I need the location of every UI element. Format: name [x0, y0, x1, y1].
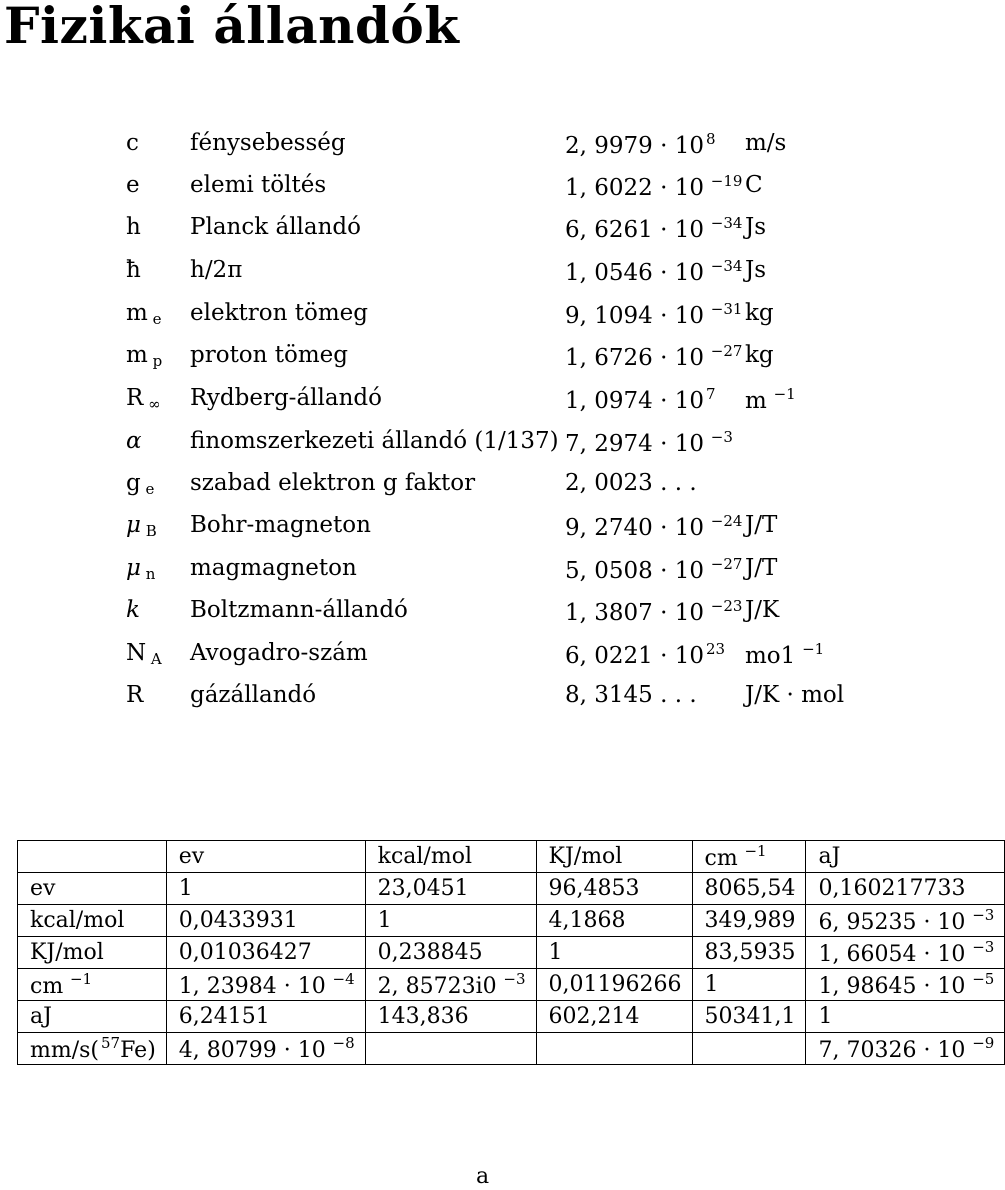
table-row-label: KJ/mol — [18, 937, 167, 969]
constant-value: 6, 0221 · 10 $^{23}$ — [565, 640, 726, 669]
table-row-label: aJ — [18, 1001, 167, 1033]
conversion-table — [17, 840, 1005, 1065]
constant-value: 2, 9979 · 10 $^8$ — [565, 130, 716, 159]
table-row-label: kcal/mol — [18, 905, 167, 937]
table-header-cell: ev — [166, 841, 365, 873]
constant-symbol: R $_\infty$ — [126, 385, 161, 413]
table-cell: 7, 70326 · 10 $^{-9}$ — [806, 1033, 1005, 1065]
table-cell: 0,0433931 — [166, 905, 365, 937]
constant-name: h/2π — [190, 257, 243, 283]
table-cell: 0,01196266 — [536, 969, 692, 1001]
constant-row — [0, 300, 960, 340]
table-cell: 0,01036427 — [166, 937, 365, 969]
constant-value: 9, 1094 · 10 $^{-31}$ — [565, 300, 743, 329]
constant-row — [0, 342, 960, 382]
table-row-label: mm/s( $^{57}$Fe) — [18, 1033, 167, 1065]
table-cell: 1 — [536, 937, 692, 969]
table-row — [18, 873, 1005, 905]
constant-name: fénysebesség — [190, 130, 346, 156]
table-header-row — [18, 841, 1005, 873]
table-cell: 96,4853 — [536, 873, 692, 905]
constant-name: szabad elektron g faktor — [190, 470, 476, 496]
constant-value: 1, 0974 · 10 $^7$ — [565, 385, 716, 414]
constant-unit: m $^{-1}$ — [745, 385, 796, 414]
constant-name: proton tömeg — [190, 342, 349, 368]
constant-name: magmagneton — [190, 555, 357, 581]
constant-name: Rydberg-állandó — [190, 385, 382, 411]
constant-value: 1, 3807 · 10 $^{-23}$ — [565, 597, 743, 626]
table-cell: 6, 95235 · 10 $^{-3}$ — [806, 905, 1005, 937]
constant-unit: m/s — [745, 130, 787, 156]
constant-row — [0, 257, 960, 297]
constant-symbol: c — [126, 130, 139, 156]
constant-value: 5, 0508 · 10 $^{-27}$ — [565, 555, 743, 584]
constant-unit: Js — [745, 257, 767, 283]
constant-row — [0, 682, 960, 722]
table-row — [18, 1001, 1005, 1033]
table-cell: 23,0451 — [365, 873, 536, 905]
table-cell — [692, 1033, 806, 1065]
table-cell: 6,24151 — [166, 1001, 365, 1033]
constant-value: 7, 2974 · 10 $^{-3}$ — [565, 428, 733, 457]
constant-symbol: α — [126, 428, 142, 454]
table-row — [18, 905, 1005, 937]
table-row — [18, 969, 1005, 1001]
constant-unit: J/K · mol — [745, 682, 845, 708]
table-cell: 4,1868 — [536, 905, 692, 937]
constant-row — [0, 428, 960, 468]
constant-unit: kg — [745, 300, 774, 326]
constant-row — [0, 214, 960, 254]
constant-value: 2, 0023 . . . — [565, 470, 697, 496]
constant-row — [0, 172, 960, 212]
constant-unit: kg — [745, 342, 774, 368]
table-header-cell — [18, 841, 167, 873]
constant-symbol: R — [126, 682, 144, 708]
table-row — [18, 937, 1005, 969]
table-row-label: cm $^{-1}$ — [18, 969, 167, 1001]
constant-unit: mo1 $^{-1}$ — [745, 640, 825, 669]
table-header-cell: aJ — [806, 841, 1005, 873]
table-cell: 349,989 — [692, 905, 806, 937]
table-cell: 1 — [806, 1001, 1005, 1033]
constant-name: Avogadro-szám — [190, 640, 368, 666]
constant-symbol: k — [126, 597, 140, 623]
constant-name: Boltzmann-állandó — [190, 597, 408, 623]
constant-symbol: e — [126, 172, 140, 198]
constant-symbol: ħ — [126, 257, 141, 283]
constant-symbol: m $_p$ — [126, 342, 163, 370]
table-cell: 1, 66054 · 10 $^{-3}$ — [806, 937, 1005, 969]
constant-row — [0, 555, 960, 595]
constant-symbol: m $_e$ — [126, 300, 162, 328]
table-cell — [536, 1033, 692, 1065]
table-cell: 2, 85723i0 $^{-3}$ — [365, 969, 536, 1001]
table-header-cell: cm $^{-1}$ — [692, 841, 806, 873]
constant-name: finomszerkezeti állandó (1/137) — [190, 428, 559, 454]
page-title: Fizikai állandók — [4, 0, 460, 55]
constant-value: 1, 6022 · 10 $^{-19}$ — [565, 172, 743, 201]
constant-name: elemi töltés — [190, 172, 327, 198]
constant-unit: J/K — [745, 597, 780, 623]
constant-symbol: N $_A$ — [126, 640, 162, 668]
constant-symbol: μ $_B$ — [126, 512, 157, 540]
constant-unit: Js — [745, 214, 767, 240]
table-cell: 0,160217733 — [806, 873, 1005, 905]
constant-unit: J/T — [745, 555, 778, 581]
table-cell: 0,238845 — [365, 937, 536, 969]
table-header-cell: kcal/mol — [365, 841, 536, 873]
constant-value: 1, 0546 · 10 $^{-34}$ — [565, 257, 743, 286]
table-row-label: ev — [18, 873, 167, 905]
table-cell: 1, 23984 · 10 $^{-4}$ — [166, 969, 365, 1001]
table-cell: 50341,1 — [692, 1001, 806, 1033]
constant-name: Planck állandó — [190, 214, 362, 240]
constant-name: Bohr-magneton — [190, 512, 371, 538]
table-cell — [365, 1033, 536, 1065]
constant-value: 8, 3145 . . . — [565, 682, 697, 708]
constant-name: elektron tömeg — [190, 300, 368, 326]
table-cell: 83,5935 — [692, 937, 806, 969]
constant-unit: C — [745, 172, 763, 198]
table-cell: 8065,54 — [692, 873, 806, 905]
constant-value: 9, 2740 · 10 $^{-24}$ — [565, 512, 743, 541]
table-cell: 1 — [692, 969, 806, 1001]
table-cell: 602,214 — [536, 1001, 692, 1033]
constant-row — [0, 130, 960, 170]
constant-symbol: μ $_n$ — [126, 555, 156, 583]
page-footer: a — [476, 1164, 490, 1189]
table-row — [18, 1033, 1005, 1065]
table-cell: 1 — [166, 873, 365, 905]
table-cell: 1, 98645 · 10 $^{-5}$ — [806, 969, 1005, 1001]
constant-value: 1, 6726 · 10 $^{-27}$ — [565, 342, 743, 371]
table-cell: 1 — [365, 905, 536, 937]
constant-symbol: h — [126, 214, 141, 240]
constant-row — [0, 597, 960, 637]
table-header-cell: KJ/mol — [536, 841, 692, 873]
table-cell: 4, 80799 · 10 $^{-8}$ — [166, 1033, 365, 1065]
constant-symbol: g $_e$ — [126, 470, 155, 498]
constant-row — [0, 512, 960, 552]
constant-row — [0, 470, 960, 510]
table-cell: 143,836 — [365, 1001, 536, 1033]
constant-unit: J/T — [745, 512, 778, 538]
constant-value: 6, 6261 · 10 $^{-34}$ — [565, 214, 743, 243]
constant-row — [0, 640, 960, 680]
constant-row — [0, 385, 960, 425]
constant-name: gázállandó — [190, 682, 317, 708]
